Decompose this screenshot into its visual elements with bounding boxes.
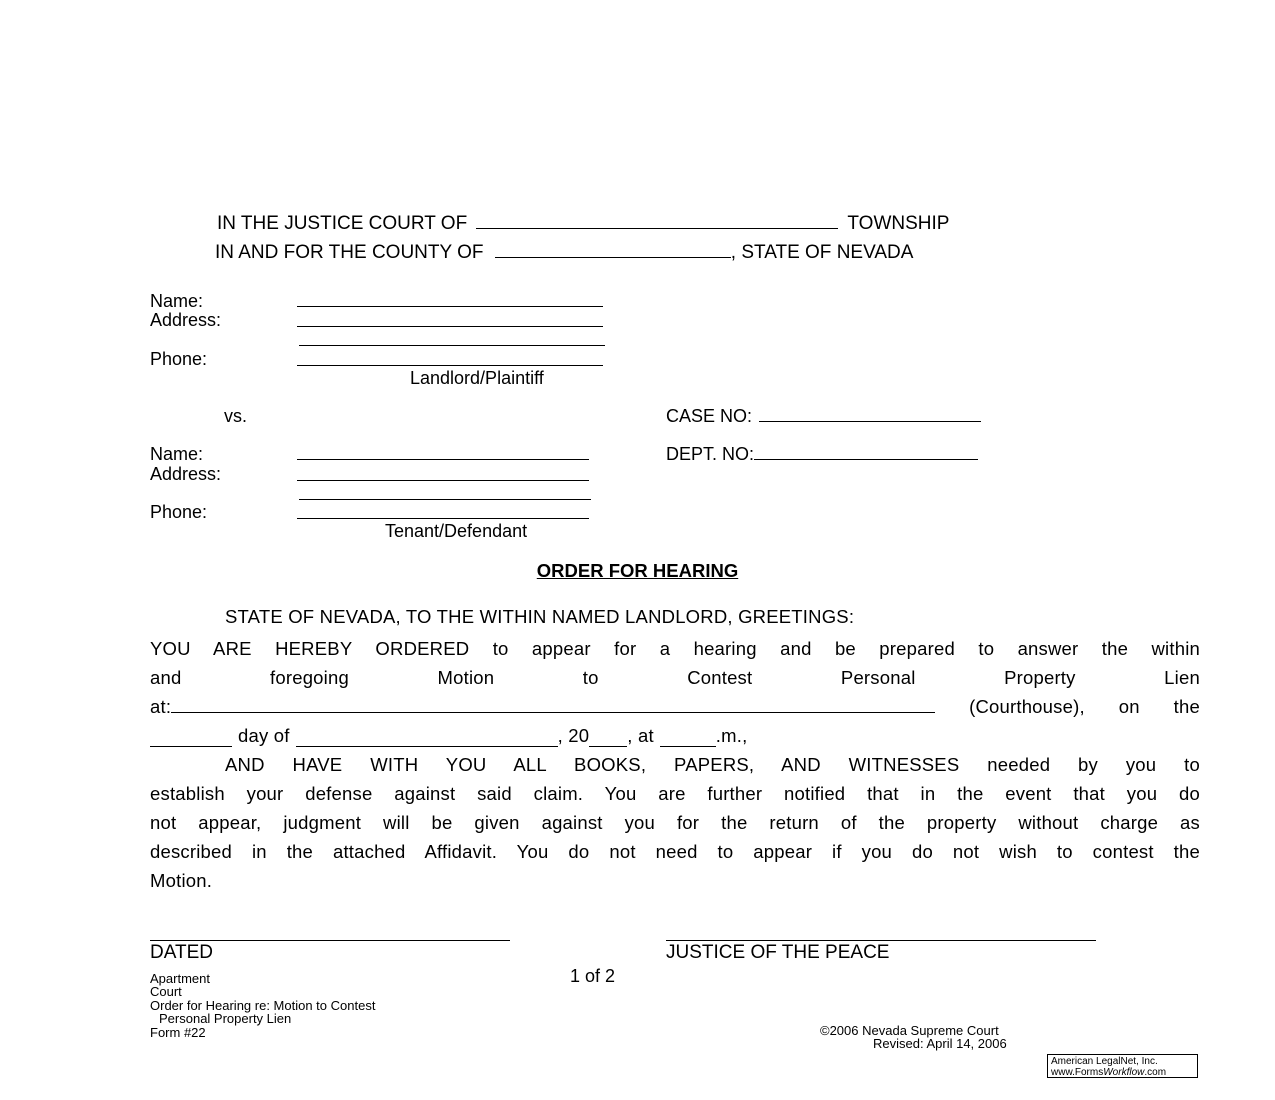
defendant-name-label: Name: [150,444,204,464]
plaintiff-address-field-2[interactable] [299,345,605,346]
dept-number-field[interactable] [754,458,978,460]
body-line-5 [150,747,1200,776]
body-line-9-text: Motion. [150,870,213,891]
time-at-label: , at [627,725,654,746]
footer-line: Court [150,984,182,1000]
footer-line: Order for Hearing re: Motion to Contest [150,997,376,1013]
plaintiff-phone-label: Phone: [150,349,208,369]
body-word: and [150,667,182,688]
state-suffix: , STATE OF NEVADA [730,242,914,263]
defendant-address-label: Address: [150,464,222,484]
body-line-1 [150,631,1200,660]
body-line-2 [150,660,1200,689]
logo-website [1051,1067,1194,1078]
logo-company-name: American LegalNet, Inc. [1051,1056,1158,1067]
court-header-line2 [215,242,913,264]
footer-form-info [150,972,375,1039]
logo-web-prefix: www.Forms [1051,1067,1104,1078]
footer-line: Personal Property Lien [159,1011,292,1027]
court-header-township: TOWNSHIP [847,213,950,234]
case-number [666,406,981,427]
order-body [150,631,1200,892]
day-of-label: day of [238,725,290,746]
courthouse-label: (Courthouse), [969,696,1085,717]
body-line-5-text: AND HAVE WITH YOU ALL BOOKS, PAPERS, AND WITNESSES needed by you to [225,754,1200,775]
body-line-6-text: establish your defense against said claim. You are further notified that in the event that you do [150,783,1200,804]
body-line-1-text: YOU ARE HEREBY ORDERED to appear for a hearing and be prepared to answer the within [150,638,1200,659]
body-line-7-text: not appear, judgment will be given against you for the return of the property without charge as [150,812,1200,833]
plaintiff-address-label: Address: [150,310,222,330]
township-blank[interactable] [476,227,838,229]
body-line-9 [150,863,1200,892]
the-label: the [1173,696,1200,717]
plaintiff-name-label: Name: [150,291,204,311]
body-word: Property [1004,667,1076,688]
versus-label: vs. [224,406,248,426]
body-word: foregoing [270,667,349,688]
body-line-4 [150,718,1200,747]
year-prefix-label: , 20 [557,725,590,746]
body-line-8 [150,834,1200,863]
plaintiff-role-label: Landlord/Plaintiff [410,368,544,388]
body-word: Contest [687,667,753,688]
location-field-group [150,696,935,718]
logo-web-italic: Workflow [1103,1067,1145,1078]
justice-signature-line[interactable] [666,940,1096,941]
courthouse-location-field[interactable] [171,711,935,713]
body-line-6 [150,776,1200,805]
court-header-line1 [217,213,949,235]
defendant-phone-label: Phone: [150,502,208,522]
body-word: Personal [840,667,916,688]
body-word: Motion [437,667,495,688]
body-word: Lien [1164,667,1200,688]
case-number-field[interactable] [759,420,981,422]
revised-date: Revised: April 14, 2006 [873,1036,1007,1051]
county-prefix: IN AND FOR THE COUNTY OF [215,242,484,263]
justice-label: JUSTICE OF THE PEACE [666,942,890,963]
page-number: 1 of 2 [570,966,616,986]
dated-signature-line[interactable] [150,940,510,941]
defendant-role-label: Tenant/Defendant [385,521,528,541]
at-label: at: [150,696,172,717]
body-line-3 [150,689,1200,718]
plaintiff-address-field-1[interactable] [297,326,603,327]
court-header-prefix: IN THE JUSTICE COURT OF [217,213,468,234]
am-pm-label: .m., [715,725,748,746]
body-line-8-text: described in the attached Affidavit. You do not need to appear if you do not wish to contest the [150,841,1200,862]
plaintiff-name-field[interactable] [297,306,603,307]
case-number-label: CASE NO: [666,406,753,426]
day-field[interactable] [150,745,232,747]
on-label: on [1118,696,1140,717]
time-field[interactable] [660,745,716,747]
footer-line: Form #22 [150,1024,206,1040]
dated-label: DATED [150,942,213,963]
month-field[interactable] [296,745,558,747]
copyright-notice: ©2006 Nevada Supreme Court [820,1023,999,1038]
plaintiff-phone-field[interactable] [297,365,603,366]
body-line-7 [150,805,1200,834]
defendant-address-field-2[interactable] [299,499,591,500]
defendant-name-field[interactable] [297,459,589,460]
footer-line: Apartment [150,971,210,986]
dept-number [666,444,978,465]
order-title: ORDER FOR HEARING [536,560,739,581]
county-blank[interactable] [495,256,731,258]
dept-number-label: DEPT. NO: [666,444,755,464]
year-field[interactable] [589,745,627,747]
american-legalnet-logo[interactable] [1047,1054,1198,1078]
body-word: to [582,667,599,688]
greeting-line: STATE OF NEVADA, TO THE WITHIN NAMED LANDLORD, GREETINGS: [225,606,855,627]
logo-web-suffix: .com [1144,1067,1167,1078]
defendant-address-field-1[interactable] [297,480,589,481]
defendant-phone-field[interactable] [297,518,589,519]
